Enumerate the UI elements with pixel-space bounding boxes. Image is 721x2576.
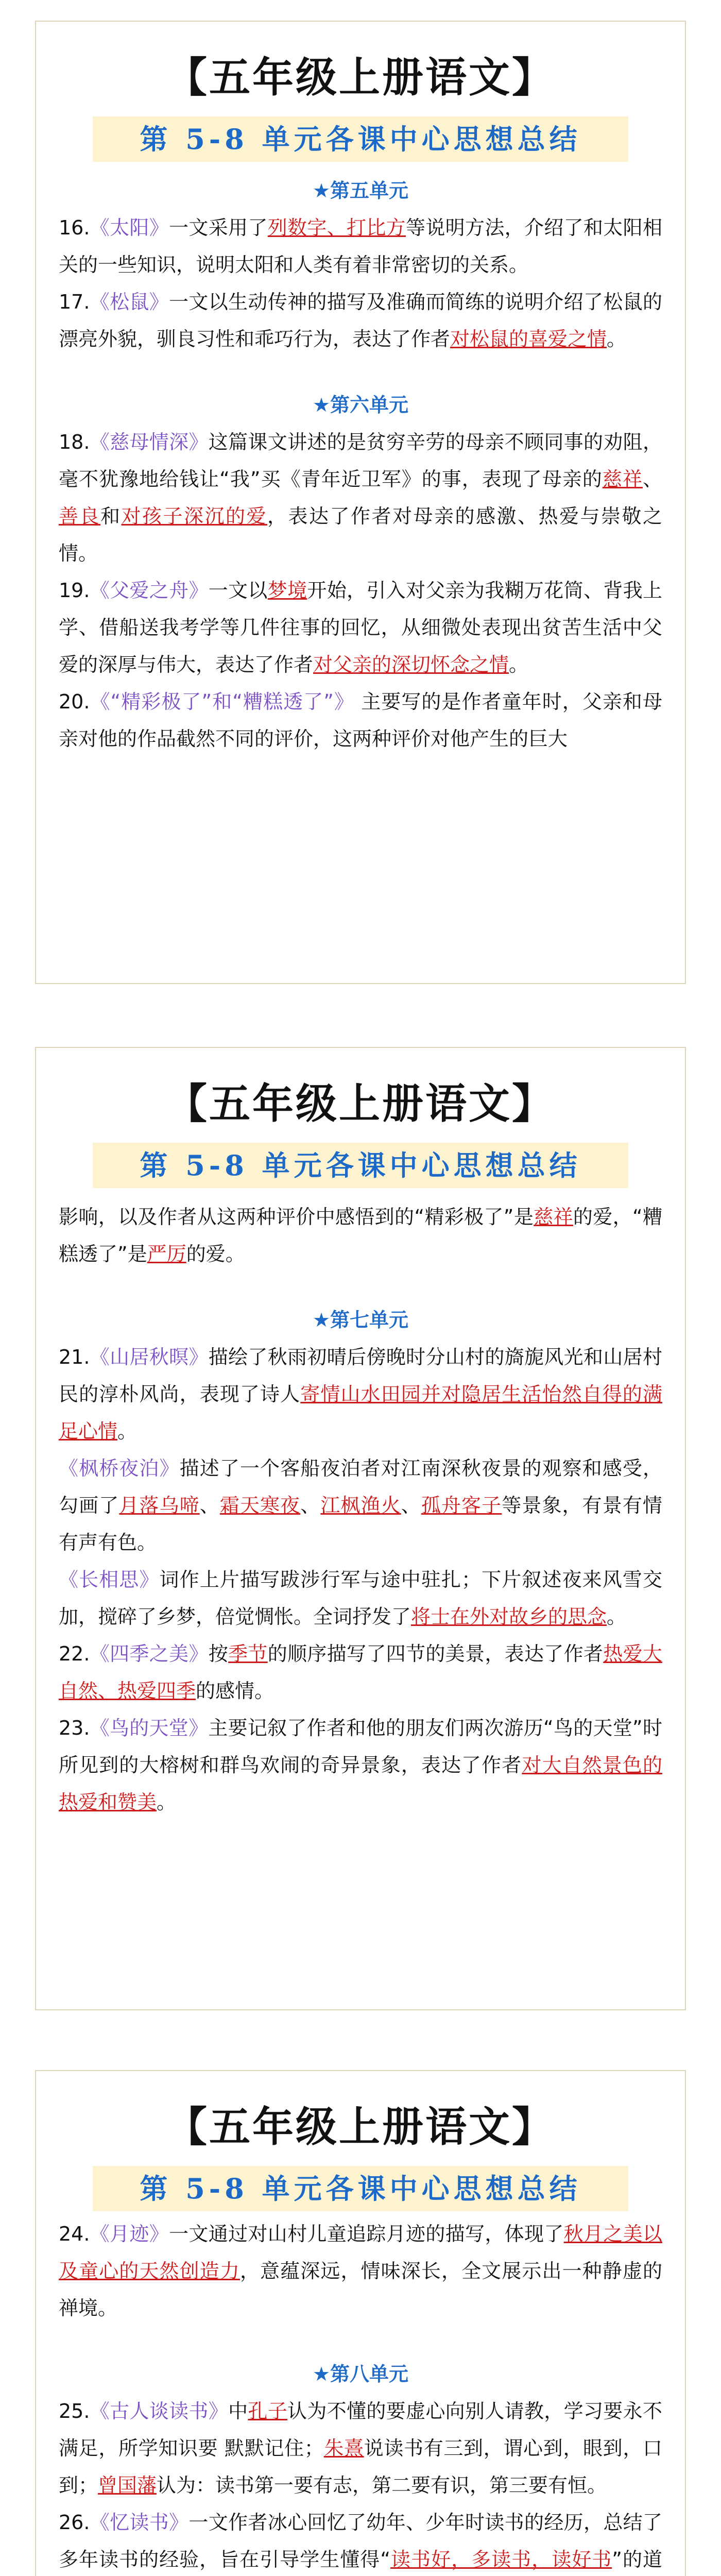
key-phrase: 月落乌啼 xyxy=(119,1494,200,1517)
lesson-24: 24.《月迹》一文通过对山村儿童追踪月迹的描写，体现了秋月之美以及童心的天然创造力，意蕴深远，情味深长，全文展示出一种静虚的禅境。 xyxy=(59,2223,662,2319)
key-phrase: 将士在外对故乡的思念 xyxy=(411,1605,607,1628)
key-phrase: 慈祥 xyxy=(534,1206,573,1228)
unit-heading-8: ★第八单元 xyxy=(312,2363,409,2385)
lesson-title: 《父爱之舟》 xyxy=(90,579,209,602)
key-phrase: 热爱大自然、热爱四季 xyxy=(59,1642,662,1702)
lesson-title: 《长相思》 xyxy=(59,1568,160,1591)
key-phrase: 列数字、打比方 xyxy=(267,216,406,239)
lesson-21: 21.《山居秋暝》描绘了秋雨初晴后傍晚时分山村的旖旎风光和山居村民的淳朴风尚，表现了诗人寄情山水田园并对隐居生活怡然自得的满足心情。 xyxy=(59,1346,662,1443)
lesson-title: 《四季之美》 xyxy=(90,1642,209,1665)
page-header xyxy=(36,22,685,162)
key-phrase: 孔子 xyxy=(248,2400,288,2422)
key-phrase: 霜天寒夜 xyxy=(219,1494,301,1517)
lesson-title: 《山居秋暝》 xyxy=(90,1346,209,1368)
key-phrase: 曾国藩 xyxy=(98,2474,157,2497)
lesson-19: 19.《父爱之舟》一文以梦境开始，引入对父亲为我糊万花筒、背我上学、借船送我考学等几件往事的回忆，从细微处表现出贫苦生活中父爱的深厚与伟大，表达了作者对父亲的深切怀念之情。 xyxy=(59,579,662,676)
page-content xyxy=(36,162,685,757)
key-phrase: 善良 xyxy=(59,505,100,528)
key-phrase: 对孩子深沉的爱 xyxy=(121,505,267,528)
key-phrase: 慈祥 xyxy=(602,468,643,490)
lesson-20-continued: 影响，以及作者从这两种评价中感悟到的“精彩极了”是慈祥的爱，“糟糕透了”是严厉的爱。 xyxy=(59,1206,662,1265)
document-page-3 xyxy=(35,2070,686,2576)
key-phrase: 梦境 xyxy=(267,579,307,602)
lesson-title: 《古人谈读书》 xyxy=(90,2400,229,2422)
page-content xyxy=(36,1188,685,1821)
page-content xyxy=(36,2211,685,2576)
key-phrase: 朱熹 xyxy=(323,2437,364,2460)
lesson-title: 《鸟的天堂》 xyxy=(90,1717,209,1739)
unit-heading-7: ★第七单元 xyxy=(312,1309,409,1331)
lesson-25: 25.《古人谈读书》中孔子认为不懂的要虚心向别人请教，学习要永不满足，所学知识要 默默记住；朱熹说读书有三到，谓心到，眼到，口到；曾国藩认为：读书第一要有志，第二要有识，第三要有恒。 xyxy=(59,2400,662,2497)
poem-fengqiao-yebo: 《枫桥夜泊》描述了一个客船夜泊者对江南深秋夜景的观察和感受，勾画了月落乌啼、霜天寒夜、江枫渔火、孤舟客子等景象，有景有情有声有色。 xyxy=(59,1457,662,1554)
lesson-title: 《月迹》 xyxy=(90,2223,169,2245)
key-phrase: 寄情山水田园并对隐居生活怡然自得的满足心情 xyxy=(59,1383,662,1443)
key-phrase: 孤舟客子 xyxy=(421,1494,502,1517)
poem-changxiangsi: 《长相思》词作上片描写跋涉行军与途中驻扎；下片叙述夜来风雪交加，搅碎了乡梦，倍觉惆怅。全词抒发了将士在外对故乡的思念。 xyxy=(59,1568,662,1628)
key-phrase: 江枫渔火 xyxy=(320,1494,401,1517)
lesson-17: 17.《松鼠》一文以生动传神的描写及准确而简练的说明介绍了松鼠的漂亮外貌，驯良习性和乖巧行为，表达了作者对松鼠的喜爱之情。 xyxy=(59,291,662,350)
key-phrase: 秋月之美以及童心的天然创造力 xyxy=(59,2223,662,2282)
main-title: 【五年级上册语文】 xyxy=(166,2103,555,2151)
document-page-1 xyxy=(35,21,686,984)
subtitle-banner: 第 5-8 单元各课中心思想总结 xyxy=(93,116,628,162)
key-phrase: 读书好，多读书，读好书 xyxy=(390,2548,612,2571)
lesson-title: 《“精彩极了”和“糟糕透了”》 xyxy=(90,690,355,713)
main-title: 【五年级上册语文】 xyxy=(166,53,555,101)
lesson-title: 《松鼠》 xyxy=(90,291,169,313)
page-header xyxy=(36,2071,685,2211)
subtitle-banner: 第 5-8 单元各课中心思想总结 xyxy=(93,1143,628,1188)
lesson-22: 22.《四季之美》按季节的顺序描写了四节的美景，表达了作者热爱大自然、热爱四季的感情。 xyxy=(59,1642,662,1702)
lesson-18: 18.《慈母情深》这篇课文讲述的是贫穷辛劳的母亲不顾同事的劝阻，毫不犹豫地给钱让“我”买《青年近卫军》的事，表现了母亲的慈祥、善良和对孩子深沉的爱，表达了作者对母亲的感激、热爱与崇敬之情。 xyxy=(59,431,662,565)
lesson-title: 《枫桥夜泊》 xyxy=(59,1457,180,1480)
lesson-20: 20.《“精彩极了”和“糟糕透了”》 主要写的是作者童年时，父亲和母亲对他的作品截然不同的评价，这两种评价对他产生的巨大 xyxy=(59,690,662,750)
lesson-16: 16.《太阳》一文采用了列数字、打比方等说明方法，介绍了和太阳相关的一些知识，说明太阳和人类有着非常密切的关系。 xyxy=(59,216,662,276)
lesson-title: 《慈母情深》 xyxy=(90,431,209,453)
unit-heading-5: ★第五单元 xyxy=(312,179,409,202)
key-phrase: 对父亲的深切怀念之情 xyxy=(313,653,509,676)
unit-heading-6: ★第六单元 xyxy=(312,394,409,416)
lesson-26: 26.《忆读书》一文作者冰心回忆了幼年、少年时读书的经历，总结了多年读书的经验，旨在引导学生懂得“读书好，多读书，读好书”的道 xyxy=(59,2511,662,2571)
lesson-title: 《忆读书》 xyxy=(90,2511,189,2534)
lesson-title: 《太阳》 xyxy=(90,216,169,239)
document-page-2 xyxy=(35,1047,686,2010)
main-title: 【五年级上册语文】 xyxy=(166,1079,555,1128)
key-phrase: 对大自然景色的热爱和赞美 xyxy=(59,1754,662,1814)
key-phrase: 严厉 xyxy=(147,1243,186,1265)
page-header xyxy=(36,1048,685,1188)
key-phrase: 对松鼠的喜爱之情 xyxy=(450,328,607,350)
lesson-23: 23.《鸟的天堂》主要记叙了作者和他的朋友们两次游历“鸟的天堂”时所见到的大榕树和群鸟欢闹的奇异景象，表达了作者对大自然景色的热爱和赞美。 xyxy=(59,1717,662,1814)
key-phrase: 季节 xyxy=(228,1642,268,1665)
subtitle-banner: 第 5-8 单元各课中心思想总结 xyxy=(93,2166,628,2211)
